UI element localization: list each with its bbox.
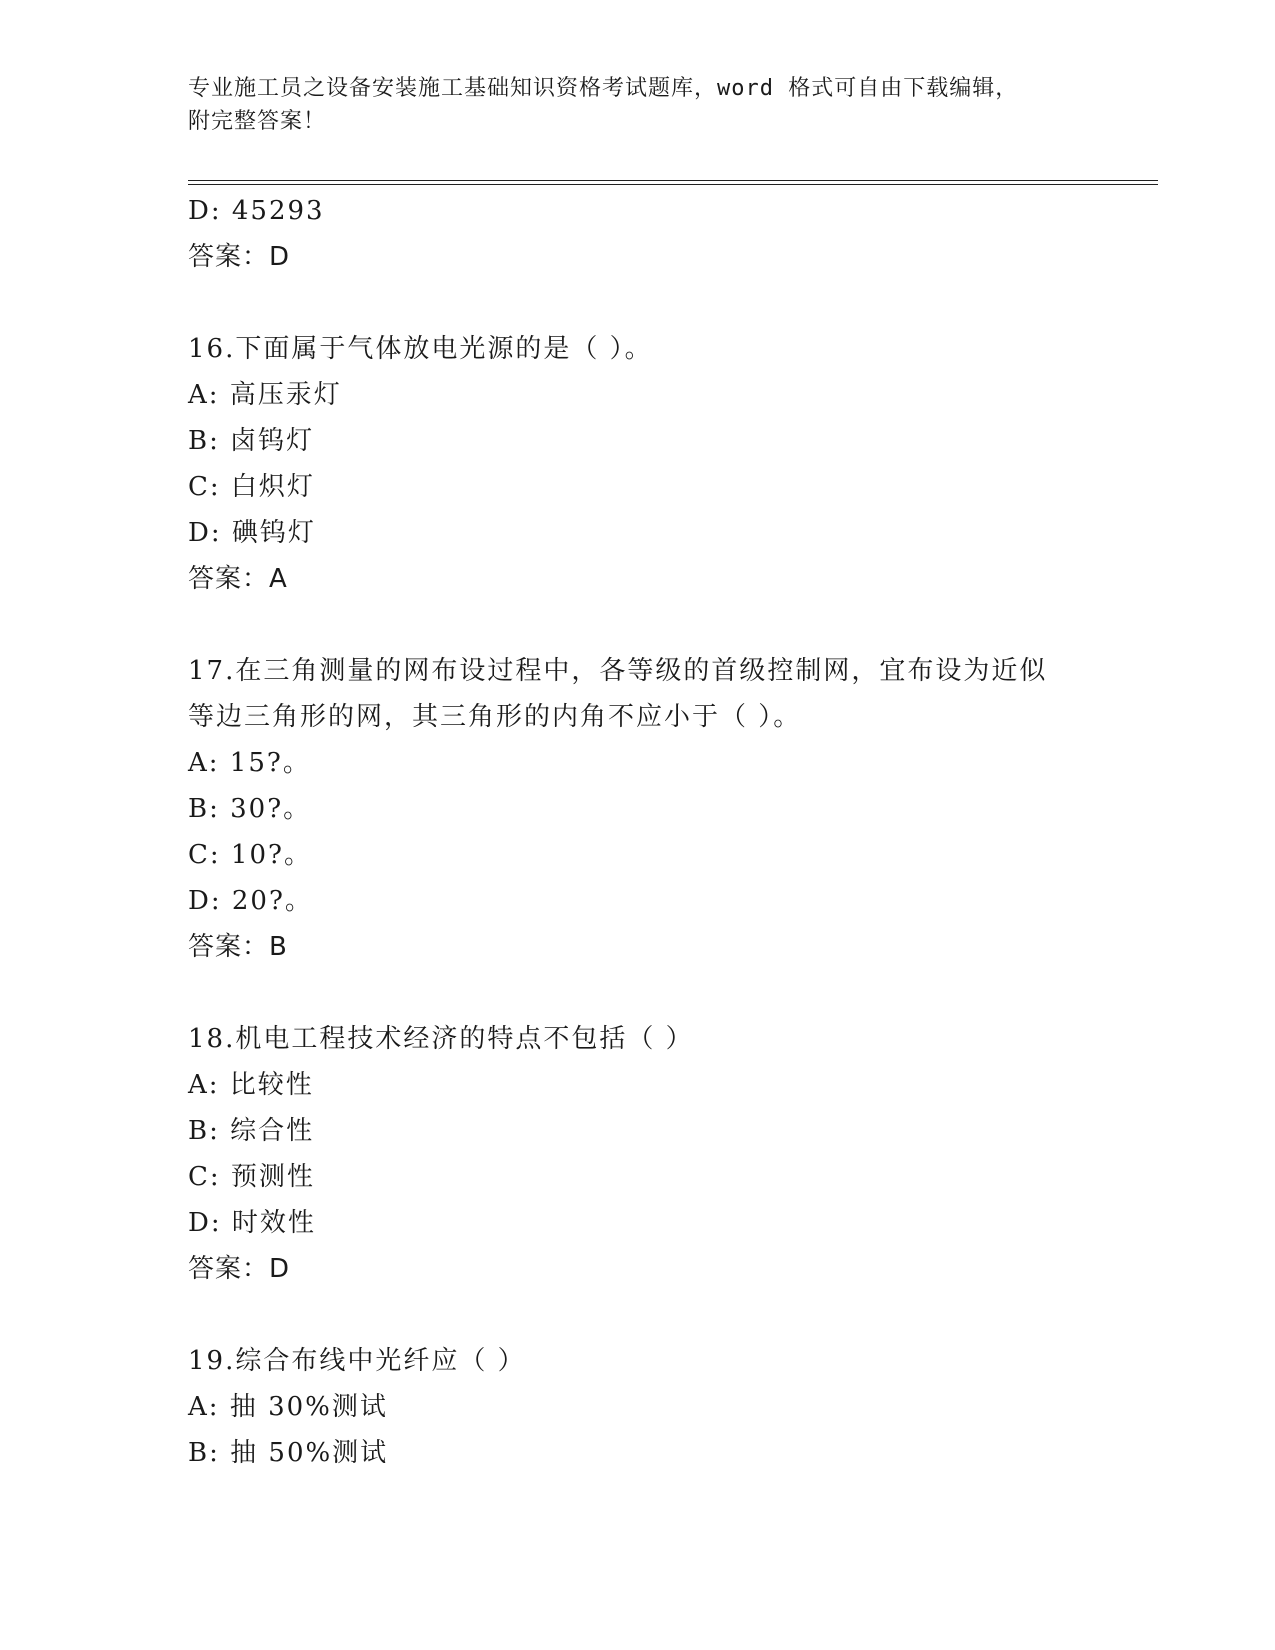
option-c: C: 白炽灯	[188, 472, 315, 502]
option-c: C: 预测性	[188, 1162, 315, 1192]
option-b: B: 卤钨灯	[188, 426, 315, 456]
header-line-1: 专业施工员之设备安装施工基础知识资格考试题库，word 格式可自由下载编辑，	[188, 76, 1019, 101]
document-header	[188, 72, 1068, 138]
option-c: C: 10?。	[188, 840, 312, 870]
question-18	[188, 1016, 1088, 1292]
question-17	[188, 648, 1088, 970]
question-stem-line-1: 17.在三角测量的网布设过程中，各等级的首级控制网，宜布设为近似	[188, 656, 1048, 686]
question-stem-line-2: 等边三角形的网，其三角形的内角不应小于（ ）。	[188, 702, 802, 732]
option-d: D: 时效性	[188, 1208, 316, 1238]
question-stem: 18.机电工程技术经济的特点不包括（ ）	[188, 1024, 694, 1054]
question-19	[188, 1338, 1088, 1476]
option-a: A: 15?。	[188, 748, 311, 778]
option-d: D: 20?。	[188, 886, 313, 916]
option-a: A: 抽 30%测试	[188, 1392, 388, 1422]
previous-option-d: D: 45293	[188, 196, 325, 226]
answer: 答案：A	[188, 564, 288, 594]
answer: 答案：D	[188, 1254, 291, 1284]
question-stem: 19.综合布线中光纤应（ ）	[188, 1346, 526, 1376]
option-a: A: 比较性	[188, 1070, 314, 1100]
header-line-2: 附完整答案！	[188, 109, 327, 134]
question-content	[188, 188, 1088, 1476]
question-stem: 16.下面属于气体放电光源的是（ ）。	[188, 334, 653, 364]
header-rule-top	[188, 180, 1158, 181]
answer: 答案：B	[188, 932, 288, 962]
previous-answer: 答案：D	[188, 242, 291, 272]
option-b: B: 综合性	[188, 1116, 315, 1146]
question-16	[188, 326, 1088, 602]
option-a: A: 高压汞灯	[188, 380, 342, 410]
option-b: B: 30?。	[188, 794, 312, 824]
option-d: D: 碘钨灯	[188, 518, 316, 548]
option-b: B: 抽 50%测试	[188, 1438, 389, 1468]
header-rule-bottom	[188, 184, 1158, 185]
